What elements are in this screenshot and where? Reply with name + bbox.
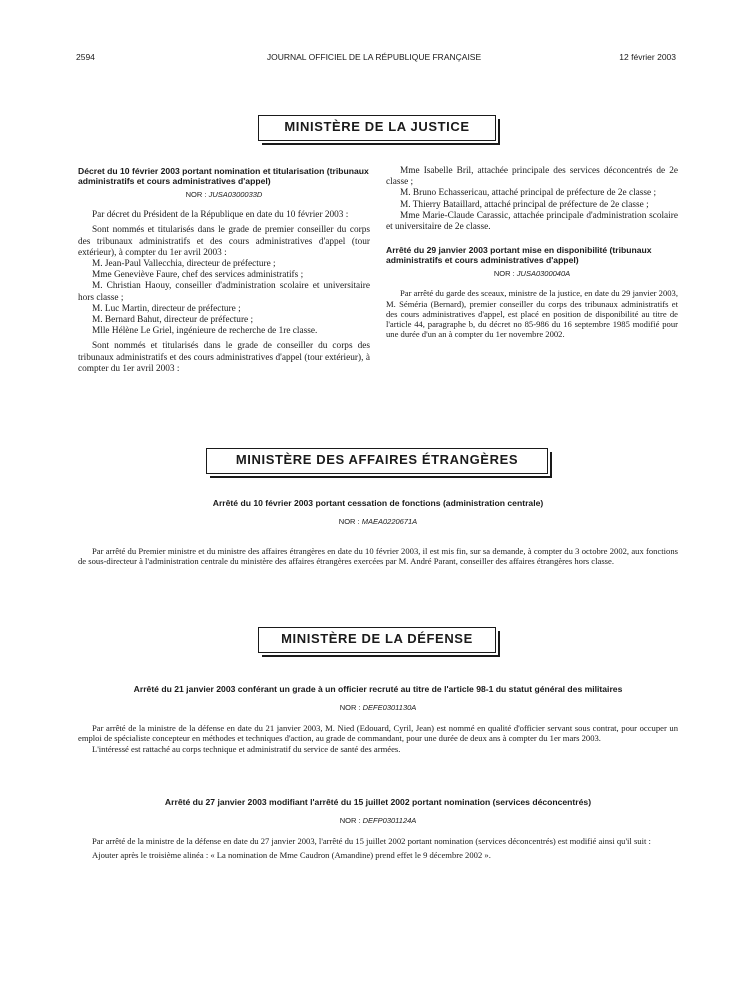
defense-section-2 (78, 797, 678, 861)
paragraph: Par arrêté du garde des sceaux, ministre de la justice, en date du 29 janvier 2003, M. Séméria (Bernard), premier conseiller du corps des tribunaux administratifs et des cours administratives d'appel, est placé en position de disponibilité au titre de l'article 44, paragraphe b, du décret no 85-986 du 16 septembre 1985 modifié pour une durée d'un an à compter du 1er novembre 2002. (386, 288, 678, 340)
page-number: 2594 (76, 52, 95, 62)
nor-code: MAEA0220671A (361, 517, 418, 526)
ministry-heading-defense: MINISTÈRE DE LA DÉFENSE (258, 627, 496, 653)
nor-label: NOR : (339, 816, 361, 825)
list-item: Mme Isabelle Bril, attachée principale des services déconcentrés de 2e classe ; (386, 166, 678, 188)
list-item: Mme Geneviève Faure, chef des services administratifs ; (92, 270, 304, 281)
nor-line (78, 516, 678, 527)
list-item: M. Jean-Paul Vallecchia, directeur de préfecture ; (92, 259, 276, 270)
arrete-title: Arrêté du 10 février 2003 portant cessation de fonctions (administration centrale) (212, 498, 544, 508)
paragraph: Par décret du Président de la République en date du 10 février 2003 : (92, 210, 349, 221)
arrete-title: Arrêté du 21 janvier 2003 conférant un grade à un officier recruté au titre de l'article 98-1 du statut général des militaires (133, 684, 623, 694)
list-item: Mme Marie-Claude Carassic, attachée principale d'administration scolaire et universitaire de 2e classe. (386, 210, 678, 233)
list-item: M. Thierry Bataillard, attaché principal de préfecture de 2e classe ; (400, 199, 649, 210)
arrete-title: Arrêté du 27 janvier 2003 modifiant l'arrêté du 15 juillet 2002 portant nomination (services déconcentrés) (164, 797, 592, 807)
list-item: M. Christian Haouy, conseiller d'administration scolaire et universitaire hors classe ; (78, 281, 370, 303)
paragraph: Par arrêté de la ministre de la défense en date du 21 janvier 2003, M. Nied (Edouard, Cyril, Jean) est nommé en qualité d'officier servant sous contrat, pour occuper un emploi de spécialiste concepteur en méthodes et techniques d'action, au grade de commandant, pour une durée de deux ans à compter du 1er mars 2003. (78, 723, 678, 744)
ministry-heading-affaires-etrangeres: MINISTÈRE DES AFFAIRES ÉTRANGÈRES (206, 448, 548, 474)
issue-date: 12 février 2003 (619, 52, 676, 62)
list-item: M. Luc Martin, directeur de préfecture ; (92, 303, 241, 314)
nor-label: NOR : (185, 190, 207, 199)
list-item: M. Bernard Bahut, directeur de préfecture ; (92, 315, 254, 326)
nor-line (78, 815, 678, 826)
defense-section-1 (78, 684, 678, 754)
paragraph: Par arrêté du Premier ministre et du ministre des affaires étrangères en date du 10 février 2003, il est mis fin, sur sa demande, à compter du 3 octobre 2002, aux fonctions de sous-directeur à l'administration centrale du ministère des affaires étrangères exercées par M. André Parant, conseiller des affaires étrangères hors classe. (78, 546, 678, 567)
nor-line (386, 268, 678, 279)
nor-line (78, 189, 370, 200)
paragraph: Sont nommés et titularisés dans le grade de premier conseiller du corps des tribunaux administratifs et des cours administratives d'appel (tour extérieur), à compter du 1er avril 2003 : (78, 225, 370, 258)
nor-label: NOR : (339, 703, 361, 712)
justice-left-column (78, 166, 370, 375)
justice-right-column (386, 166, 678, 339)
nor-code: DEFP0301124A (362, 816, 417, 825)
list-item: M. Bruno Echassericau, attaché principal de préfecture de 2e classe ; (400, 188, 657, 199)
decret-title: Décret du 10 février 2003 portant nomination et titularisation (tribunaux administratifs et cours administratives d'appel) (78, 166, 369, 186)
paragraph: Sont nommés et titularisés dans le grade de conseiller du corps des tribunaux administratifs et des cours administratives d'appel (tour extérieur), à compter du 1er avril 2003 : (78, 341, 370, 374)
nor-line (78, 702, 678, 713)
paragraph: Par arrêté de la ministre de la défense en date du 27 janvier 2003, l'arrêté du 15 juillet 2002 portant nomination (services déconcentrés) est modifié ainsi qu'il suit : (92, 836, 651, 847)
nor-code: DEFE0301130A (362, 703, 417, 712)
nor-code: JUSA0300033D (208, 190, 263, 199)
affaires-section (78, 498, 678, 567)
nor-label: NOR : (493, 269, 515, 279)
paragraph: Ajouter après le troisième alinéa : « La nomination de Mme Caudron (Amandine) prend effet le 9 décembre 2002 ». (92, 850, 491, 861)
arrete-title: Arrêté du 29 janvier 2003 portant mise en disponibilité (tribunaux administratifs et cours administratives d'appel) (386, 245, 652, 266)
list-item: Mlle Hélène Le Griel, ingénieure de recherche de 1re classe. (92, 326, 318, 337)
paragraph: L'intéressé est rattaché au corps technique et administratif du service de santé des armées. (92, 743, 401, 754)
nor-code: JUSA0300040A (516, 269, 571, 279)
ministry-heading-justice: MINISTÈRE DE LA JUSTICE (258, 115, 496, 141)
journal-title: JOURNAL OFFICIEL DE LA RÉPUBLIQUE FRANÇAISE (266, 52, 482, 62)
nor-label: NOR : (338, 517, 360, 526)
